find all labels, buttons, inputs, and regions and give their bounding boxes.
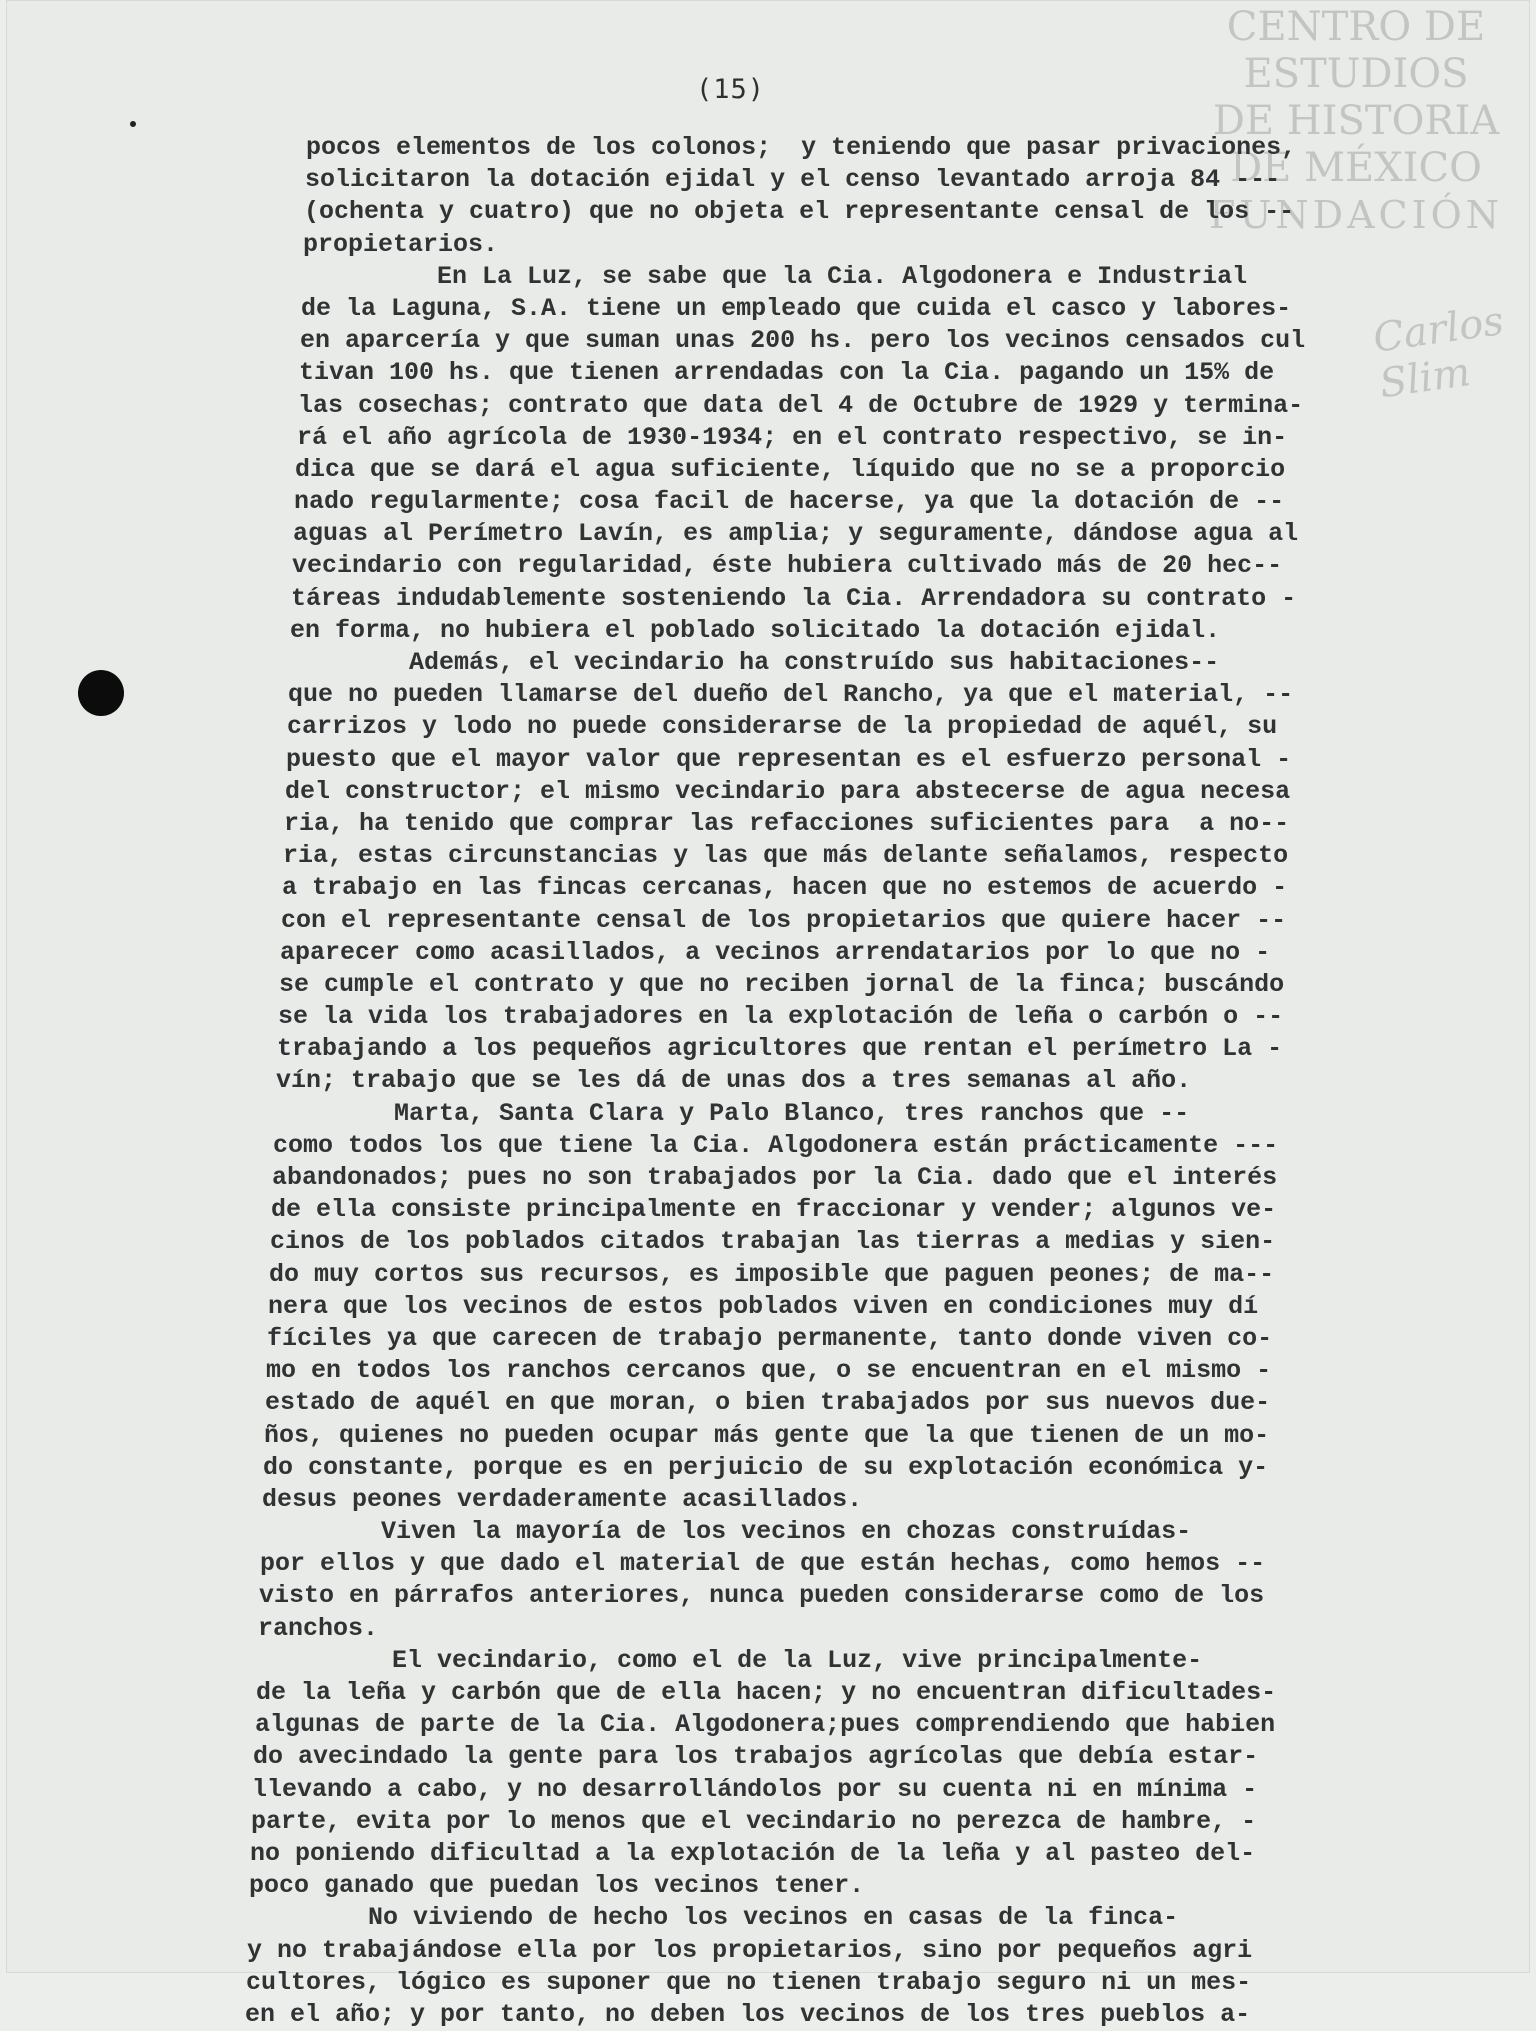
text-line: a trabajo en las fincas cercanas, hacen que no estemos de acuerdo - [282, 873, 1288, 903]
text-line: Marta, Santa Clara y Palo Blanco, tres ranchos que -- [274, 1098, 1190, 1128]
text-line: ria, estas circunstancias y las que más delante señalamos, respecto [283, 841, 1289, 871]
text-line: poco ganado que puedan los vecinos tener. [249, 1871, 865, 1901]
watermark-line: CENTRO DE [1226, 4, 1486, 50]
text-line: vecindario con regularidad, éste hubiera cultivado más de 20 hec-- [292, 551, 1283, 581]
text-line: dica que se dará el agua suficiente, líquido que no se a proporcio [295, 454, 1286, 484]
text-line: por ellos y que dado el material de que están hechas, como hemos -- [260, 1549, 1266, 1579]
watermark-line: DE MÉXICO [1230, 145, 1482, 191]
text-line: nado regularmente; cosa facil de hacerse, ya que la dotación de -- [294, 487, 1285, 517]
page-number: (15) [696, 74, 766, 105]
text-line: tivan 100 hs. que tienen arrendadas con la Cia. pagando un 15% de [299, 358, 1275, 388]
text-line: do constante, porque es en perjuicio de su explotación económica y- [263, 1452, 1269, 1482]
text-line: (ochenta y cuatro) que no objeta el representante censal de los -- [304, 197, 1295, 227]
text-line: vín; trabajo que se les dá de unas dos a tres semanas al año. [276, 1066, 1192, 1096]
text-line: y no trabajándose ella por los propietarios, sino por pequeños agri [247, 1935, 1253, 1965]
watermark-line: ESTUDIOS [1243, 51, 1469, 97]
text-line: como todos los que tiene la Cia. Algodonera están prácticamente --- [273, 1130, 1279, 1160]
text-line: ranchos. [258, 1613, 379, 1643]
text-line: no poniendo dificultad a la explotación de la leña y al pasteo del- [250, 1838, 1256, 1868]
text-line: nera que los vecinos de estos poblados viven en condiciones muy dí [268, 1291, 1259, 1321]
watermark-signature: Carlos Slim [1370, 297, 1507, 408]
text-line: trabajando a los pequeños agricultores que rentan el perímetro La - [277, 1034, 1283, 1064]
text-line: táreas indudablemente sosteniendo la Cia. Arrendadora su contrato - [291, 583, 1297, 613]
watermark-line: DE HISTORIA [1212, 98, 1500, 144]
text-line: aparecer como acasillados, a vecinos arrendatarios por lo que no - [280, 937, 1271, 967]
text-line: do avecindado la gente para los trabajos agrícolas que debía estar- [253, 1742, 1259, 1772]
document-page [6, 0, 1530, 2029]
text-line: algunas de parte de la Cia. Algodonera;pues comprendiendo que habien [255, 1710, 1276, 1740]
text-line: do muy cortos sus recursos, es imposible que paguen peones; de ma-- [269, 1259, 1275, 1289]
text-line: fíciles ya que carecen de trabajo permanente, tanto donde viven co- [267, 1323, 1273, 1353]
text-line: En La Luz, se sabe que la Cia. Algodonera e Industrial [302, 261, 1248, 291]
text-line: aguas al Perímetro Lavín, es amplia; y seguramente, dándose agua al [293, 519, 1299, 549]
text-line: se la vida los trabajadores en la explotación de leña o carbón o -- [278, 1002, 1284, 1032]
text-line: ños, quienes no pueden ocupar más gente que la que tienen de un mo- [264, 1420, 1270, 1450]
text-line: visto en párrafos anteriores, nunca pueden considerarse como de los [259, 1581, 1265, 1611]
text-line: cultores, lógico es suponer que no tienen trabajo seguro ni un mes- [246, 1967, 1252, 1997]
text-line: puesto que el mayor valor que representan es el esfuerzo personal - [286, 744, 1292, 774]
text-line: llevando a cabo, y no desarrollándolos por su cuenta ni en mínima - [252, 1774, 1258, 1804]
text-line: rá el año agrícola de 1930-1934; en el contrato respectivo, se in- [297, 422, 1288, 452]
text-line: de la Laguna, S.A. tiene un empleado que cuida el casco y labores- [301, 293, 1292, 323]
text-line: Viven la mayoría de los vecinos en chozas construídas- [261, 1517, 1192, 1547]
text-line: en aparcería y que suman unas 200 hs. pero los vecinos censados cul [300, 326, 1306, 356]
text-line: No viviendo de hecho los vecinos en casas de la finca- [248, 1903, 1179, 1933]
punch-hole [78, 670, 124, 716]
text-line: en el año; y por tanto, no deben los vecinos de los tres pueblos a- [245, 1999, 1251, 2029]
text-line: del constructor; el mismo vecindario para abstecerse de agua necesa [285, 776, 1291, 806]
text-line: ria, ha tenido que comprar las refacciones suficientes para a no-- [284, 808, 1290, 838]
text-line: estado de aquél en que moran, o bien trabajados por sus nuevos due- [265, 1388, 1271, 1418]
text-line: abandonados; pues no son trabajados por la Cia. dado que el interés [272, 1163, 1278, 1192]
typed-body-text [245, 132, 1536, 2031]
text-line: en forma, no hubiera el poblado solicitado la dotación ejidal. [290, 615, 1221, 645]
text-line: de ella consiste principalmente en fraccionar y vender; algunos ve- [271, 1195, 1277, 1225]
text-line: El vecindario, como el de la Luz, vive principalmente- [257, 1645, 1203, 1675]
text-line: se cumple el contrato y que no reciben jornal de la finca; buscándo [279, 969, 1285, 999]
text-line: desus peones verdaderamente acasillados. [262, 1484, 863, 1514]
text-line: parte, evita por lo menos que el vecindario no perezca de hambre, - [251, 1806, 1257, 1836]
watermark-foundation: FUNDACIÓN [1208, 193, 1504, 237]
text-line: propietarios. [303, 229, 499, 259]
text-line: pocos elementos de los colonos; y teniendo que pasar privaciones, [306, 133, 1297, 162]
text-line: cinos de los poblados citados trabajan las tierras a medias y sien- [270, 1227, 1276, 1257]
text-line: carrizos y lodo no puede considerarse de la propiedad de aquél, su [287, 712, 1278, 742]
text-line: las cosechas; contrato que data del 4 de Octubre de 1929 y termina- [298, 390, 1304, 420]
text-line: solicitaron la dotación ejidal y el censo levantado arroja 84 --- [305, 165, 1281, 195]
text-line: de la leña y carbón que de ella hacen; y no encuentran dificultades- [256, 1678, 1277, 1707]
text-line: que no pueden llamarse del dueño del Rancho, ya que el material, -- [288, 680, 1294, 710]
text-line: con el representante censal de los propietarios que quiere hacer -- [281, 905, 1287, 935]
text-line: mo en todos los ranchos cercanos que, o se encuentran en el mismo - [266, 1356, 1272, 1386]
ink-dot [130, 121, 136, 127]
text-line: Además, el vecindario ha construído sus habitaciones-- [289, 648, 1220, 677]
